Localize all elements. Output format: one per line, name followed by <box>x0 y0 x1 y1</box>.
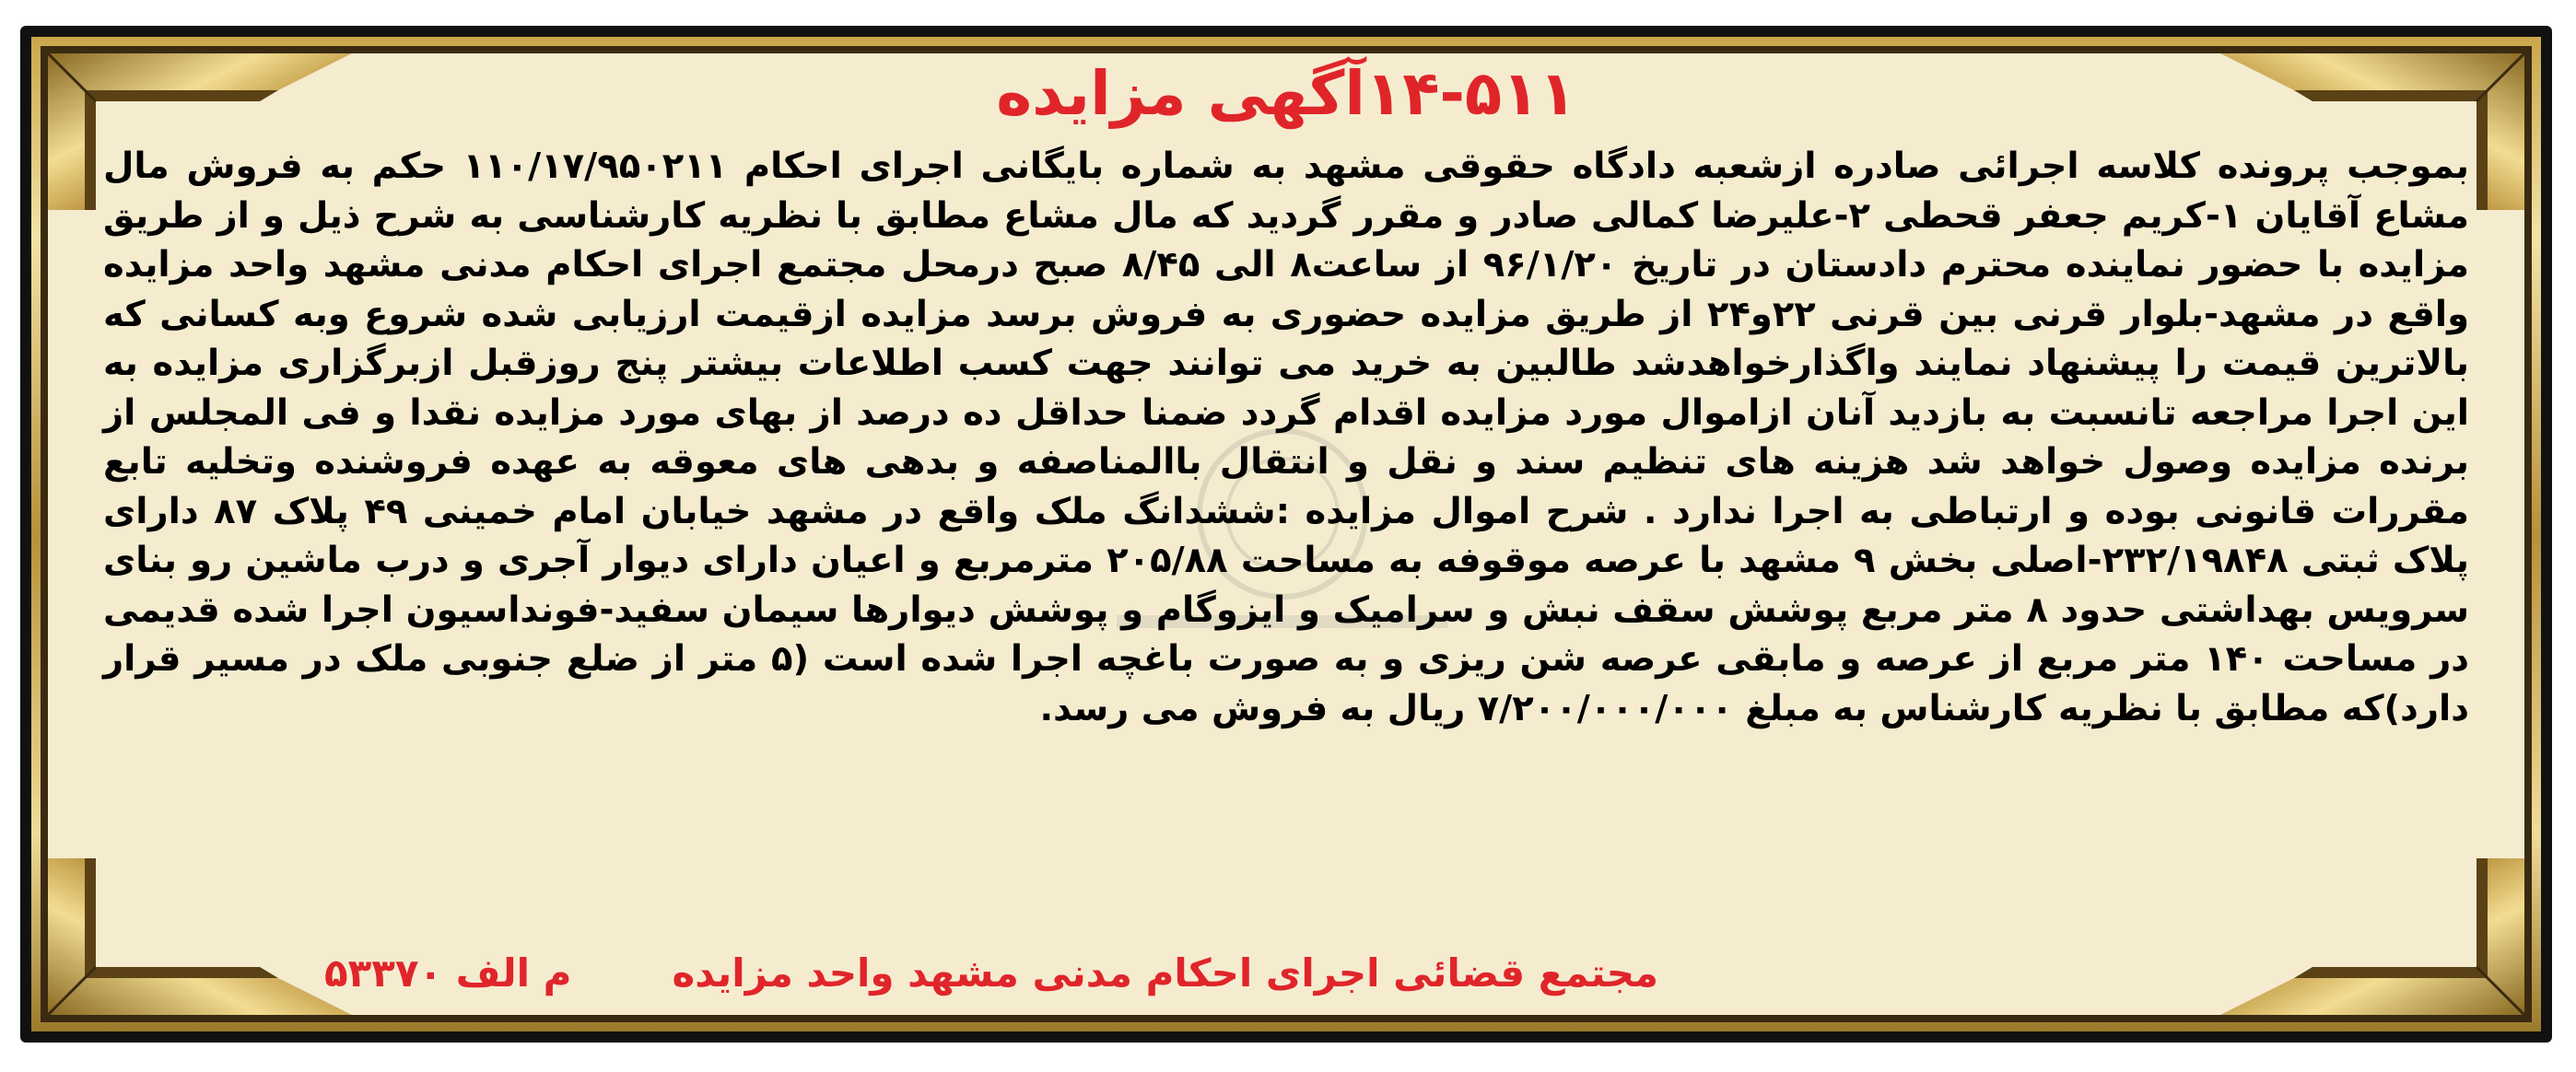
notice-footer <box>48 939 2524 1008</box>
footer-reference-code: م الف ۵۳۳۷۰ <box>324 950 572 996</box>
notice-body: بموجب پرونده کلاسه اجرائی صادره ازشعبه دادگاه حقوقی مشهد به شماره بایگانی اجرای احکام ۱۱۰/۱۷/۹۵۰۲۱۱ حکم به فروش مال مشاع آقایان ۱-کریم جعفر قحطی ۲-علیرضا کمالی صادر و مقرر گردید که مال مشاع مطابق با نظریه کارشناسی به شرح ذیل و از طریق مزایده با حضور نماینده محترم دادستان در تاریخ ۹۶/۱/۲۰ از ساعت۸ الی ۸/۴۵ صبح درمحل مجتمع اجرای احکام مدنی مشهد واحد مزایده واقع در مشهد-بلوار قرنی بین قرنی ۲۲و۲۴ از طریق مزایده حضوری به فروش برسد مزایده ازقیمت ارزیابی شده شروع وبه کسانی که بالاترین قیمت را پیشنهاد نمایند واگذارخواهدشد طالبین به خرید می توانند جهت کسب اطلاعات بیشتر پنج روزقبل ازبرگزاری مزایده به این اجرا مراجعه تانسبت به بازدید آنان ازاموال مورد مزایده اقدام گردد ضمنا حداقل ده درصد از بهای مورد مزایده نقدا و فی المجلس از برنده مزایده وصول خواهد شد هزینه های تنظیم سند و نقل و انتقال باالمناصفه و بدهی های معوقه به عهده فروشنده وتخلیه تابع مقررات قانونی بوده و ارتباطی به اجرا ندارد . شرح اموال مزایده :ششدانگ ملک واقع در مشهد خیابان امام خمینی ۴۹ پلاک ۸۷ دارای پلاک ثبتی ۲۳۲/۱۹۸۴۸-اصلی بخش ۹ مشهد با عرصه موقوفه به مساحت ۲۰۵/۸۸ مترمربع و اعیان دارای دیوار آجری و درب ماشین رو بنای سرویس بهداشتی حدود ۸ متر مربع پوشش سقف نبش و سرامیک و ایزوگام و پوشش دیوارها سیمان سفید-فونداسیون اجرا شده قدیمی در مساحت ۱۴۰ متر مربع از عرصه و مابقی عرصه شن ریزی و به صورت باغچه اجرا شده است (۵ متر از ضلع جنوبی ملک در مسیر قرار دارد)که مطابق با نظریه کارشناس به مبلغ ۷/۲۰۰/۰۰۰/۰۰۰ ریال به فروش می رسد. <box>103 146 2470 729</box>
notice-title: ۱۴-۵۱۱آگهی مزایده <box>996 58 1576 129</box>
notice-paper <box>48 53 2524 1015</box>
footer-organization: مجتمع قضائی اجرای احکام مدنی مشهد واحد مزایده <box>672 950 1658 996</box>
